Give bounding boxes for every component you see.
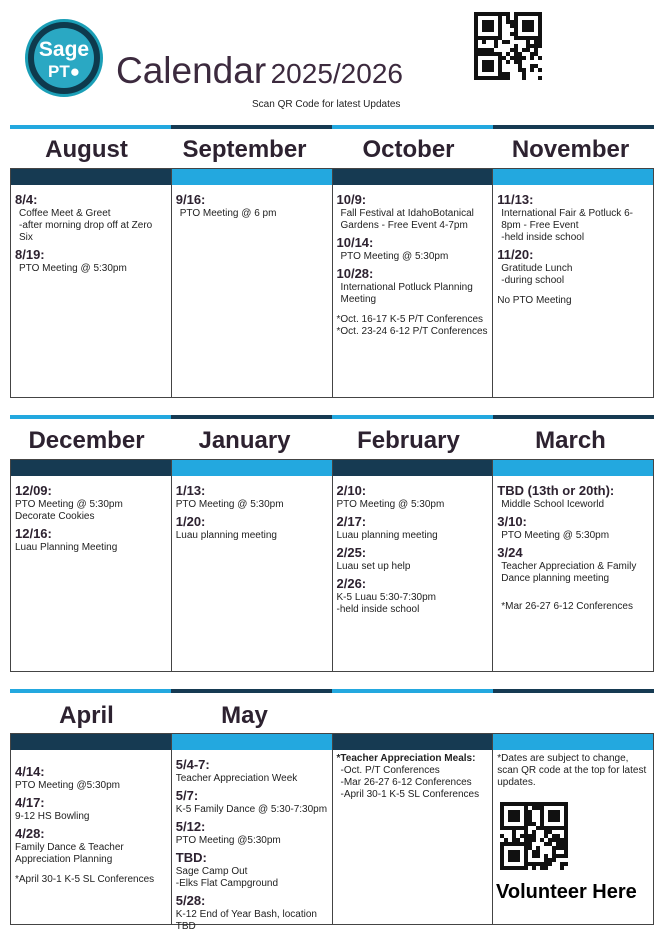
row1-col-3 <box>493 169 653 397</box>
month-march: March <box>535 427 606 454</box>
event-note: K-5 Family Dance @ 5:30-7:30pm <box>175 804 328 815</box>
column-body <box>172 185 332 220</box>
event-text: PTO Meeting @ 5:30pm <box>340 251 449 262</box>
event-note: Decorate Cookies <box>15 511 95 522</box>
column-body <box>493 750 653 789</box>
event-note: PTO Meeting @ 5:30pm <box>15 499 123 510</box>
row2-col-2 <box>333 460 494 671</box>
event-text: -Oct. P/T Conferences <box>340 765 440 776</box>
column-body <box>11 185 171 275</box>
event-date: 12/16: <box>15 526 52 541</box>
event-text: *Mar 26-27 6-12 Conferences <box>501 601 633 612</box>
event-date: 10/9: <box>336 192 367 207</box>
qr-code-top[interactable] <box>474 12 542 80</box>
row3-col-2 <box>333 734 494 924</box>
event-text: Gratitude Lunch <box>501 263 573 274</box>
event-date: 5/12: <box>175 819 206 834</box>
event-text: -April 30-1 K-5 SL Conferences <box>340 789 480 800</box>
event-note: PTO Meeting @ 5:30pm <box>336 499 445 510</box>
row2-top-bar <box>10 415 654 419</box>
event-date: 4/28: <box>15 826 45 841</box>
column-body <box>11 476 171 554</box>
month-january: January <box>198 427 291 454</box>
column-header-bar <box>11 169 171 185</box>
event-note: *Oct. 16-17 K-5 P/T Conferences <box>336 314 484 325</box>
row2-col-0 <box>11 460 172 671</box>
month-august: August <box>45 136 128 163</box>
column-header-bar <box>172 734 332 750</box>
event-note: K-5 Luau 5:30-7:30pm <box>336 592 437 603</box>
event-text: PTO Meeting @ 6 pm <box>179 208 277 219</box>
column-header-bar <box>493 169 653 185</box>
event-date: 4/14: <box>15 764 45 779</box>
title-year: 2025/2026 <box>270 58 403 89</box>
month-october: October <box>362 136 455 163</box>
event-date: 3/10: <box>497 514 527 529</box>
event-date: 8/4: <box>15 192 38 207</box>
row2-col-1 <box>172 460 333 671</box>
event-note: PTO Meeting @5:30pm <box>15 780 121 791</box>
spacer <box>497 287 650 295</box>
volunteer-label[interactable]: Volunteer Here <box>496 881 637 903</box>
spacer <box>15 753 168 761</box>
event-text: Fall Festival at IdahoBotanical Gardens - Free Event 4-7pm <box>340 208 474 231</box>
event-date: 1/20: <box>175 514 206 529</box>
event-date: TBD: <box>175 850 207 865</box>
event-note: Sage Camp Out <box>175 866 248 877</box>
row1-col-0 <box>11 169 172 397</box>
sage-pto-logo <box>25 19 103 97</box>
column-header-bar <box>493 460 653 476</box>
row1-col-1 <box>172 169 333 397</box>
event-text: -during school <box>501 275 565 286</box>
event-date: 10/28: <box>336 266 374 281</box>
event-date: 3/24 <box>497 545 523 560</box>
event-date: 5/7: <box>175 788 199 803</box>
event-note: Luau set up help <box>336 561 411 572</box>
event-date: 9/16: <box>175 192 206 207</box>
event-date: 12/09: <box>15 483 52 498</box>
event-note: Luau planning meeting <box>336 530 438 541</box>
event-date: 11/20: <box>497 247 534 262</box>
column-header-bar <box>333 460 493 476</box>
event-note: Luau planning meeting <box>175 530 277 541</box>
column-body <box>172 476 332 542</box>
event-date: TBD (13th or 20th): <box>497 483 615 498</box>
column-header-bar <box>172 169 332 185</box>
event-note: Luau Planning Meeting <box>15 542 118 553</box>
event-note: 9-12 HS Bowling <box>15 811 90 822</box>
event-text: International Potluck Planning Meeting <box>340 282 473 305</box>
row2-col-3 <box>493 460 653 671</box>
event-note: K-12 End of Year Bash, location TBD <box>175 909 317 932</box>
event-date: 8/19: <box>15 247 45 262</box>
column-header-bar <box>11 460 171 476</box>
column-body <box>172 750 332 933</box>
event-note: *April 30-1 K-5 SL Conferences <box>15 874 155 885</box>
month-september: September <box>182 136 307 163</box>
column-body <box>333 750 493 801</box>
event-text: International Fair & Potluck 6-8pm - Free Event <box>501 208 633 231</box>
event-note: Family Dance & Teacher Appreciation Planning <box>15 842 124 865</box>
spacer <box>497 585 650 593</box>
event-text: Middle School Iceworld <box>501 499 605 510</box>
spacer <box>15 866 168 874</box>
event-text: -after morning drop off at Zero Six <box>19 220 153 243</box>
event-note: No PTO Meeting <box>497 295 572 306</box>
month-november: November <box>511 136 630 163</box>
event-date: 2/17: <box>336 514 367 529</box>
qr-code-volunteer[interactable] <box>500 802 568 870</box>
event-date: 2/26: <box>336 576 367 591</box>
month-may: May <box>221 702 268 729</box>
event-date: 5/4-7: <box>175 757 210 772</box>
event-date: 2/25: <box>336 545 367 560</box>
column-body <box>333 476 493 616</box>
event-note: Teacher Appreciation Week <box>175 773 298 784</box>
event-date: 4/17: <box>15 795 45 810</box>
event-text: Teacher Appreciation & Family Dance planning meeting <box>501 561 637 584</box>
spacer <box>497 593 650 601</box>
page-title <box>116 50 403 92</box>
month-april: April <box>59 702 114 729</box>
event-note: -held inside school <box>336 604 420 615</box>
event-text: -Mar 26-27 6-12 Conferences <box>340 777 472 788</box>
logo-line2: PT● <box>48 62 80 81</box>
event-text: PTO Meeting @ 5:30pm <box>501 530 610 541</box>
row3-col-0 <box>11 734 172 924</box>
column-header-bar <box>333 169 493 185</box>
row3-top-bar <box>10 689 654 693</box>
event-date: 5/28: <box>175 893 206 908</box>
column-header-bar <box>11 734 171 750</box>
column-body <box>493 476 653 613</box>
row3-col-1 <box>172 734 333 932</box>
column-header-bar <box>493 734 653 750</box>
event-note: PTO Meeting @ 5:30pm <box>175 499 284 510</box>
month-december: December <box>28 427 145 454</box>
event-text: -held inside school <box>501 232 585 243</box>
event-date: 2/10: <box>336 483 367 498</box>
row2-grid <box>10 459 654 672</box>
row1-grid <box>10 168 654 398</box>
column-body <box>493 185 653 307</box>
spacer <box>337 306 490 314</box>
row1-top-bar <box>10 125 654 129</box>
event-date: 1/13: <box>175 483 206 498</box>
event-date: 10/14: <box>336 235 374 250</box>
logo-circle <box>34 28 94 88</box>
event-note: *Dates are subject to change, scan QR code at the top for latest updates. <box>497 753 647 788</box>
event-note: -Elks Flat Campground <box>175 878 279 889</box>
column-header-bar <box>172 460 332 476</box>
column-body <box>11 750 171 886</box>
logo-line1: Sage <box>38 38 90 61</box>
column-header-bar <box>333 734 493 750</box>
title-text: Calendar <box>116 50 267 91</box>
event-text: PTO Meeting @ 5:30pm <box>19 263 127 274</box>
row1-col-2 <box>333 169 494 397</box>
event-text: Coffee Meet & Greet <box>19 208 111 219</box>
event-date: 11/13: <box>497 192 534 207</box>
event-note: PTO Meeting @5:30pm <box>175 835 281 846</box>
column-body <box>333 185 493 338</box>
month-february: February <box>357 427 460 454</box>
scan-note: Scan QR Code for latest Updates <box>252 99 401 110</box>
event-note: *Oct. 23-24 6-12 P/T Conferences <box>336 326 488 337</box>
event-heading: *Teacher Appreciation Meals: <box>336 753 476 764</box>
